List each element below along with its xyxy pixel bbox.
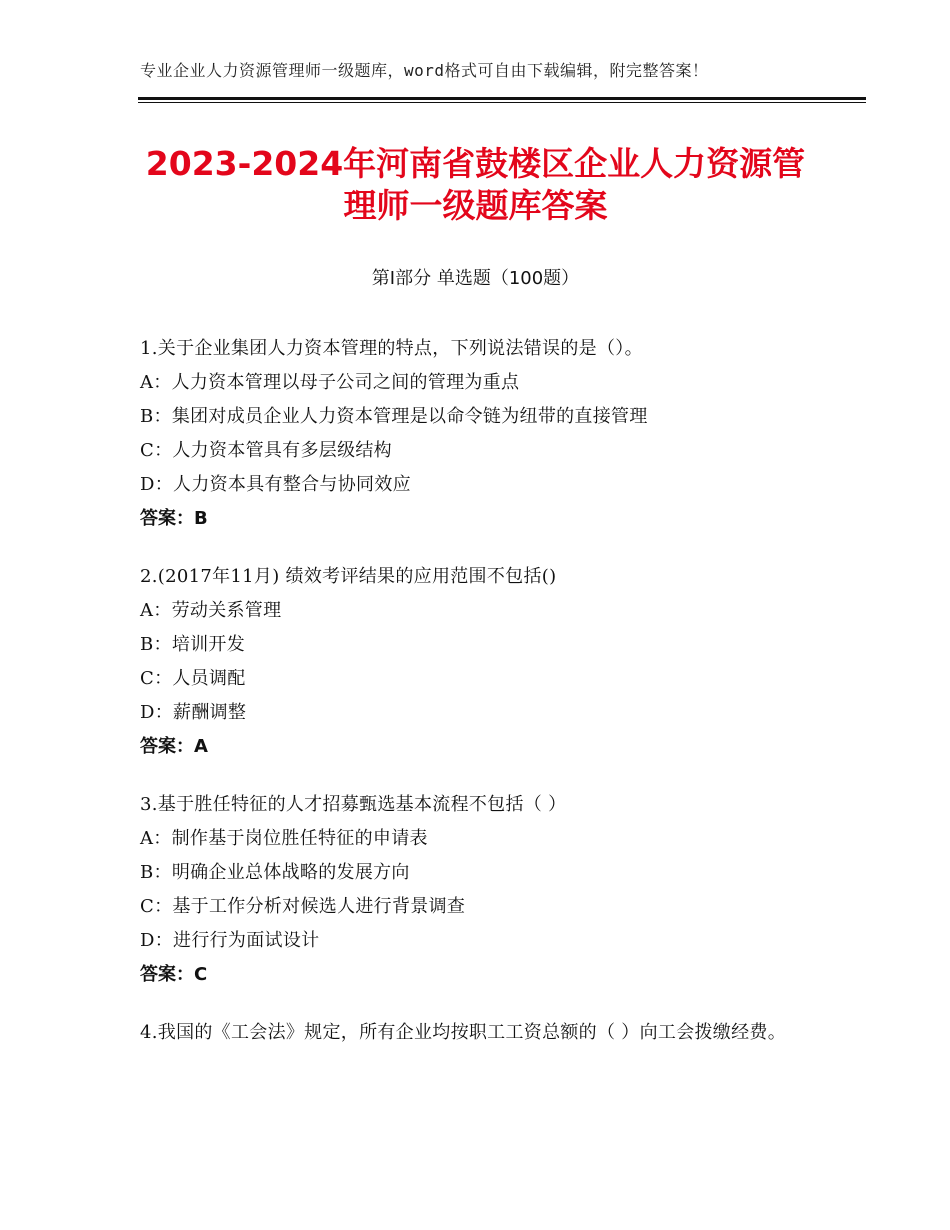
answer-line: 答案：C (140, 964, 208, 985)
header-rule-thin (138, 102, 866, 103)
header-rule-thick (138, 97, 866, 100)
question-item (140, 788, 840, 992)
option-a: A：劳动关系管理 (140, 600, 282, 621)
document-title: 2023-2024年河南省鼓楼区企业人力资源管理师一级题库答案 (145, 144, 806, 225)
option-b: B：培训开发 (140, 634, 246, 655)
option-d: D：人力资本具有整合与协同效应 (140, 474, 411, 495)
question-item (140, 560, 840, 764)
question-item (140, 1016, 840, 1050)
option-c: C：基于工作分析对候选人进行背景调查 (140, 896, 466, 917)
answer-line: 答案：B (140, 508, 208, 529)
question-stem: 4.我国的《工会法》规定，所有企业均按职工工资总额的（ ）向工会拨缴经费。 (140, 1022, 786, 1043)
option-c: C：人力资本管具有多层级结构 (140, 440, 392, 461)
question-stem: 3.基于胜任特征的人才招募甄选基本流程不包括（ ） (140, 794, 567, 815)
question-stem: 2.(2017年11月) 绩效考评结果的应用范围不包括() (140, 566, 557, 587)
question-stem: 1.关于企业集团人力资本管理的特点，下列说法错误的是（）。 (140, 338, 643, 359)
option-b: B：集团对成员企业人力资本管理是以命令链为纽带的直接管理 (140, 406, 648, 427)
option-a: A：人力资本管理以母子公司之间的管理为重点 (140, 372, 520, 393)
option-a: A：制作基于岗位胜任特征的申请表 (140, 828, 428, 849)
option-d: D：薪酬调整 (140, 702, 247, 723)
question-item (140, 332, 840, 536)
option-c: C：人员调配 (140, 668, 246, 689)
option-d: D：进行行为面试设计 (140, 930, 320, 951)
answer-line: 答案：A (140, 736, 208, 757)
option-b: B：明确企业总体战略的发展方向 (140, 862, 410, 883)
section-heading: 第I部分 单选题（100题） (371, 268, 580, 289)
question-list (140, 332, 840, 1074)
header-note: 专业企业人力资源管理师一级题库，word格式可自由下载编辑，附完整答案！ (140, 61, 709, 80)
